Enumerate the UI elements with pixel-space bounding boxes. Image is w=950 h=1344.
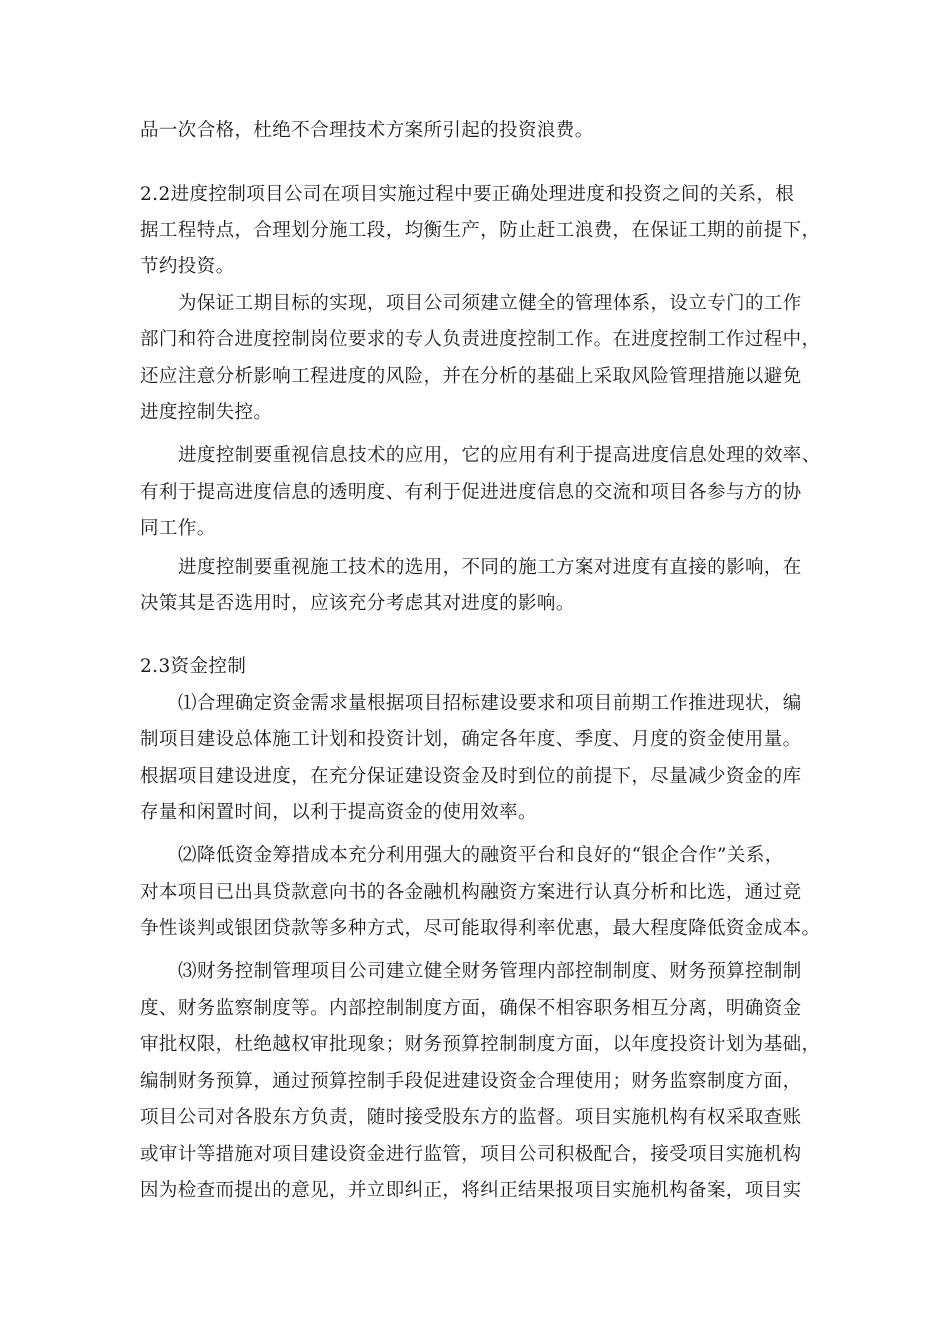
section-heading-2-3: 2.3资金控制 bbox=[140, 656, 247, 677]
text-line: 进度控制失控。 bbox=[140, 402, 273, 423]
text-line: 因为检查而提出的意见，并立即纠正，将纠正结果报项目实施机构备案，项目实 bbox=[140, 1180, 802, 1201]
section-heading-2-2: 2.2进度控制项目公司在项目实施过程中要正确处理进度和投资之间的关系，根 bbox=[140, 184, 795, 205]
list-item-1-first-line: ⑴合理确定资金需求量根据项目招标建设要求和项目前期工作推进现状，编 bbox=[178, 693, 802, 714]
paragraph-first-line: 进度控制要重视信息技术的应用，它的应用有利于提高进度信息处理的效率、 bbox=[178, 445, 821, 466]
text-line: 品一次合格，杜绝不合理技术方案所引起的投资浪费。 bbox=[140, 120, 594, 141]
text-line: 或审计等措施对项目建设资金进行监管，项目公司积极配合，接受项目实施机构 bbox=[140, 1144, 802, 1165]
list-item-3-first-line: ⑶财务控制管理项目公司建立健全财务管理内部控制制度、财务预算控制制 bbox=[178, 961, 802, 982]
text-line: 对本项目已出具贷款意向书的各金融机构融资方案进行认真分析和比选，通过竞 bbox=[140, 882, 802, 903]
text-line: 节约投资。 bbox=[140, 256, 235, 277]
text-line: 制项目建设总体施工计划和投资计划，确定各年度、季度、月度的资金使用量。 bbox=[140, 729, 802, 750]
text-line: 还应注意分析影响工程进度的风险，并在分析的基础上采取风险管理措施以避免 bbox=[140, 366, 802, 387]
text-line: 争性谈判或银团贷款等多种方式，尽可能取得利率优惠，最大程度降低资金成本。 bbox=[140, 918, 821, 939]
paragraph-first-line: 为保证工期目标的实现，项目公司须建立健全的管理体系，设立专门的工作 bbox=[178, 293, 802, 314]
text-line: 据工程特点，合理划分施工段，均衡生产，防止赶工浪费，在保证工期的前提下， bbox=[140, 220, 821, 241]
text-line: 编制财务预算，通过预算控制手段促进建设资金合理使用；财务监察制度方面， bbox=[140, 1071, 802, 1092]
text-line: 存量和闲置时间，以利于提高资金的使用效率。 bbox=[140, 802, 537, 823]
text-line: 决策其是否选用时，应该充分考虑其对进度的影响。 bbox=[140, 593, 575, 614]
text-line: 根据项目建设进度，在充分保证建设资金及时到位的前提下，尽量减少资金的库 bbox=[140, 766, 802, 787]
text-line: 有利于提高进度信息的透明度、有利于促进进度信息的交流和项目各参与方的协 bbox=[140, 482, 802, 503]
text-line: 部门和符合进度控制岗位要求的专人负责进度控制工作。在进度控制工作过程中， bbox=[140, 329, 821, 350]
text-line: 审批权限，杜绝越权审批现象；财务预算控制制度方面，以年度投资计划为基础， bbox=[140, 1034, 821, 1055]
text-line: 度、财务监察制度等。内部控制制度方面，确保不相容职务相互分离，明确资金 bbox=[140, 998, 802, 1019]
text-line: 同工作。 bbox=[140, 518, 216, 539]
list-item-2-first-line: ⑵降低资金筹措成本充分利用强大的融资平台和良好的“银企合作”关系， bbox=[178, 845, 784, 866]
text-line: 项目公司对各股东方负责，随时接受股东方的监督。项目实施机构有权采取查账 bbox=[140, 1107, 802, 1128]
paragraph-first-line: 进度控制要重视施工技术的选用，不同的施工方案对进度有直接的影响，在 bbox=[178, 557, 802, 578]
